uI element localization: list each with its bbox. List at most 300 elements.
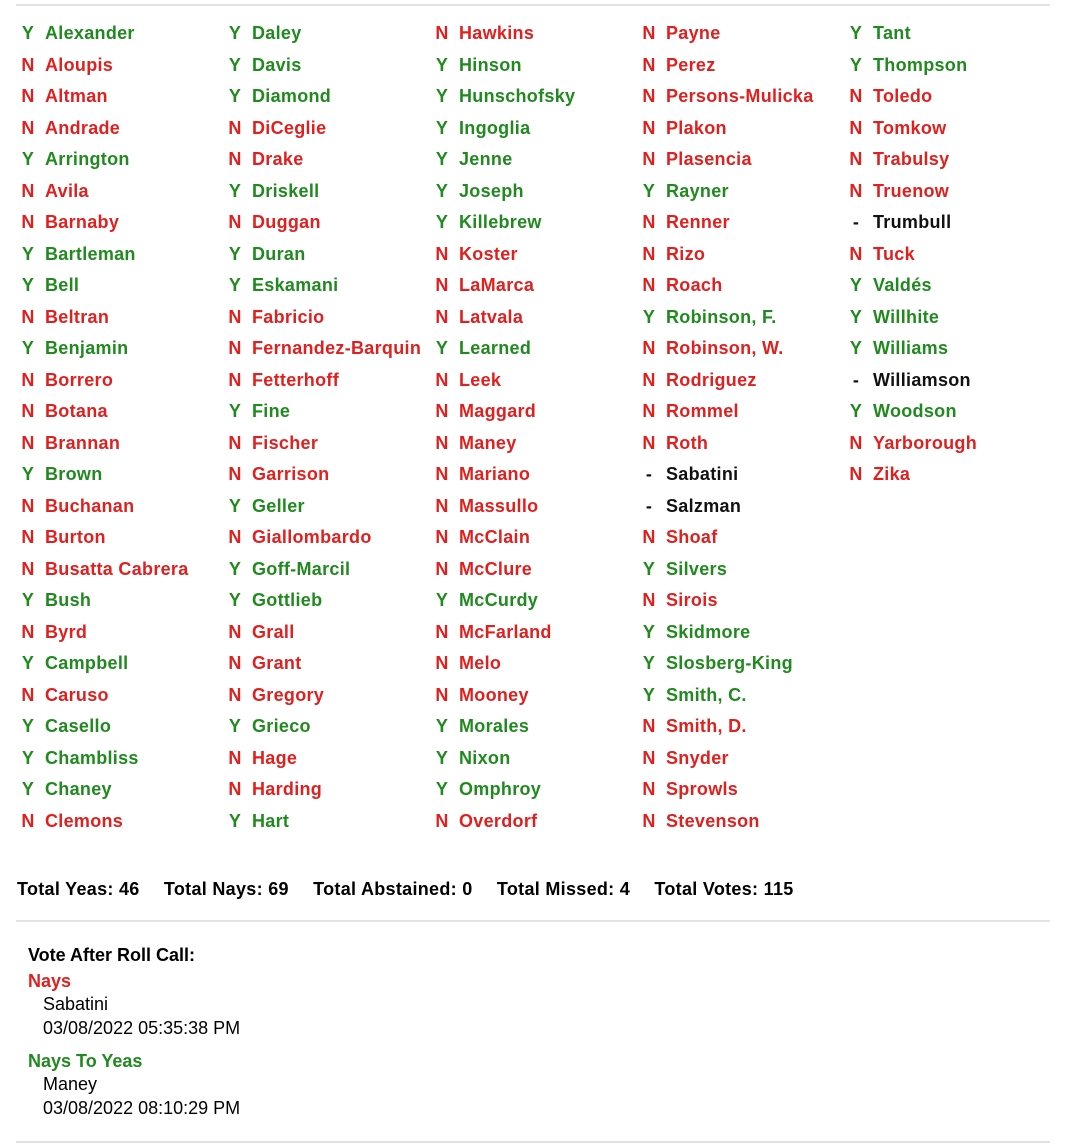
member-name: Duggan bbox=[252, 212, 321, 232]
member-name: Campbell bbox=[45, 653, 129, 673]
member-vote-row bbox=[632, 715, 842, 738]
vote-marker: N bbox=[21, 86, 35, 106]
member-vote-row bbox=[218, 274, 428, 297]
member-name: Tuck bbox=[873, 243, 915, 264]
total-nays: Total Nays: 69 bbox=[163, 879, 289, 899]
member-vote-row bbox=[425, 400, 635, 423]
vote-marker: N bbox=[228, 527, 242, 547]
vote-marker: N bbox=[21, 180, 35, 201]
vote-marker: N bbox=[21, 495, 35, 516]
member-vote-row bbox=[218, 306, 428, 329]
member-name: Plakon bbox=[666, 117, 727, 138]
member-name: Joseph bbox=[459, 180, 524, 201]
member-vote-row bbox=[632, 85, 842, 108]
member-vote-row bbox=[425, 684, 635, 707]
vote-marker: N bbox=[435, 495, 449, 516]
member-vote-row bbox=[218, 180, 428, 203]
member-vote-row bbox=[11, 85, 221, 108]
member-name: Altman bbox=[45, 86, 108, 106]
member-name: Ingoglia bbox=[459, 117, 531, 138]
vote-marker: N bbox=[21, 117, 35, 138]
member-vote-row bbox=[425, 652, 635, 675]
member-name: Melo bbox=[459, 653, 502, 673]
vote-marker: N bbox=[435, 558, 449, 579]
member-name: Grieco bbox=[252, 716, 311, 736]
member-vote-row bbox=[839, 432, 1049, 455]
vote-marker: N bbox=[642, 779, 656, 799]
vote-marker: Y bbox=[435, 149, 449, 169]
member-name: Valdés bbox=[873, 275, 932, 295]
member-vote-row bbox=[425, 306, 635, 329]
member-name: Busatta Cabrera bbox=[45, 558, 189, 579]
member-name: Buchanan bbox=[45, 495, 135, 516]
member-vote-row bbox=[11, 148, 221, 171]
member-vote-row bbox=[632, 526, 842, 549]
vote-marker: N bbox=[642, 23, 656, 43]
vote-marker: Y bbox=[435, 54, 449, 75]
member-vote-row bbox=[11, 432, 221, 455]
vote-marker: Y bbox=[228, 810, 242, 831]
member-name: Brown bbox=[45, 464, 103, 484]
vote-marker: Y bbox=[642, 558, 656, 579]
member-vote-row bbox=[11, 621, 221, 644]
member-vote-row bbox=[11, 243, 221, 266]
vote-timestamp: 03/08/2022 08:10:29 PM bbox=[43, 1098, 241, 1118]
vote-marker: N bbox=[642, 527, 656, 547]
member-name: Byrd bbox=[45, 621, 88, 642]
vote-marker: N bbox=[435, 621, 449, 642]
vote-marker: N bbox=[642, 275, 656, 295]
vote-marker: N bbox=[21, 810, 35, 831]
member-vote-row bbox=[425, 274, 635, 297]
vote-marker: N bbox=[642, 369, 656, 390]
member-vote-row bbox=[632, 369, 842, 392]
member-name: Trabulsy bbox=[873, 149, 950, 169]
member-vote-row bbox=[11, 778, 221, 801]
vote-marker: Y bbox=[849, 401, 863, 421]
vote-marker: N bbox=[228, 117, 242, 138]
member-vote-row bbox=[425, 810, 635, 833]
vote-marker: N bbox=[642, 117, 656, 138]
vote-marker: Y bbox=[849, 23, 863, 43]
vote-marker: N bbox=[21, 432, 35, 453]
member-vote-row bbox=[632, 652, 842, 675]
member-name: Tant bbox=[873, 23, 911, 43]
vote-marker: Y bbox=[21, 23, 35, 43]
vote-after-roll-call-heading: Vote After Roll Call: bbox=[28, 945, 196, 965]
member-name: Willhite bbox=[873, 306, 940, 327]
vote-timestamp: 03/08/2022 05:35:38 PM bbox=[43, 1018, 241, 1038]
vote-marker: N bbox=[642, 590, 656, 610]
member-vote-row bbox=[11, 652, 221, 675]
vote-marker: N bbox=[21, 369, 35, 390]
member-name: Geller bbox=[252, 495, 305, 516]
member-vote-row bbox=[11, 180, 221, 203]
member-name: Smith, D. bbox=[666, 716, 747, 736]
member-name: Williams bbox=[873, 338, 949, 358]
after-roll-call-group-nays-to-yeas bbox=[28, 1050, 240, 1120]
vote-marker: N bbox=[228, 432, 242, 453]
member-vote-row bbox=[425, 148, 635, 171]
member-vote-row bbox=[11, 274, 221, 297]
vote-marker: N bbox=[642, 243, 656, 264]
vote-marker: N bbox=[849, 117, 863, 138]
member-name: Stevenson bbox=[666, 810, 760, 831]
vote-marker: N bbox=[21, 684, 35, 705]
vote-marker: Y bbox=[21, 653, 35, 673]
member-name: Garrison bbox=[252, 464, 330, 484]
member-name: Hinson bbox=[459, 54, 522, 75]
member-vote-row bbox=[839, 337, 1049, 360]
member-vote-row bbox=[632, 747, 842, 770]
member-name: Fine bbox=[252, 401, 291, 421]
vote-marker: Y bbox=[435, 338, 449, 358]
member-vote-row bbox=[839, 463, 1049, 486]
member-name: Eskamani bbox=[252, 275, 339, 295]
member-name: McFarland bbox=[459, 621, 552, 642]
member-vote-row bbox=[218, 684, 428, 707]
member-vote-row bbox=[218, 652, 428, 675]
member-vote-row bbox=[839, 369, 1049, 392]
vote-marker: Y bbox=[21, 149, 35, 169]
member-name: Chaney bbox=[45, 779, 112, 799]
member-name: Harding bbox=[252, 779, 323, 799]
member-vote-row bbox=[839, 148, 1049, 171]
vote-marker: N bbox=[435, 432, 449, 453]
vote-marker: N bbox=[642, 401, 656, 421]
vote-marker: - bbox=[645, 495, 653, 516]
member-vote-row bbox=[425, 369, 635, 392]
total-votes: Total Votes: 115 bbox=[654, 879, 794, 899]
member-name: Rizo bbox=[666, 243, 706, 264]
member-vote-row bbox=[425, 526, 635, 549]
member-vote-row bbox=[632, 810, 842, 833]
member-name: Nixon bbox=[459, 747, 511, 768]
totals-divider bbox=[16, 920, 1050, 922]
member-name: Diamond bbox=[252, 86, 332, 106]
vote-marker: Y bbox=[849, 54, 863, 75]
member-vote-row bbox=[218, 715, 428, 738]
member-name: Driskell bbox=[252, 180, 320, 201]
vote-marker: - bbox=[852, 212, 860, 232]
member-vote-row bbox=[218, 495, 428, 518]
vote-marker: N bbox=[228, 747, 242, 768]
member-name: Arrington bbox=[45, 149, 130, 169]
member-vote-row bbox=[218, 810, 428, 833]
vote-marker: N bbox=[849, 86, 863, 106]
member-name: Hart bbox=[252, 810, 290, 831]
member-name: Andrade bbox=[45, 117, 121, 138]
vote-marker: Y bbox=[849, 306, 863, 327]
vote-marker: Y bbox=[21, 243, 35, 264]
vote-marker: N bbox=[228, 464, 242, 484]
vote-marker: N bbox=[642, 747, 656, 768]
vote-marker: N bbox=[21, 558, 35, 579]
roll-call-column-2 bbox=[218, 22, 428, 841]
vote-marker: N bbox=[642, 86, 656, 106]
vote-marker: Y bbox=[642, 684, 656, 705]
member-name: Fernandez-Barquin bbox=[252, 338, 422, 358]
member-vote-row bbox=[839, 54, 1049, 77]
member-vote-row bbox=[218, 621, 428, 644]
member-vote-row bbox=[632, 432, 842, 455]
member-name: Woodson bbox=[873, 401, 957, 421]
member-name: Snyder bbox=[666, 747, 729, 768]
member-vote-row bbox=[425, 211, 635, 234]
vote-marker: N bbox=[21, 527, 35, 547]
member-vote-row bbox=[11, 684, 221, 707]
member-name: Benjamin bbox=[45, 338, 129, 358]
member-vote-row bbox=[632, 274, 842, 297]
vote-marker: N bbox=[435, 243, 449, 264]
vote-marker: N bbox=[642, 212, 656, 232]
member-vote-row bbox=[632, 400, 842, 423]
member-name: Maney bbox=[459, 432, 517, 453]
member-name: Jenne bbox=[459, 149, 513, 169]
member-vote-row bbox=[425, 621, 635, 644]
category-label: Nays bbox=[28, 971, 72, 991]
vote-marker: Y bbox=[21, 275, 35, 295]
member-name: Chambliss bbox=[45, 747, 139, 768]
member-vote-row bbox=[839, 211, 1049, 234]
vote-marker: N bbox=[435, 401, 449, 421]
member-name: Skidmore bbox=[666, 621, 751, 642]
top-divider bbox=[16, 4, 1050, 6]
vote-marker: N bbox=[228, 621, 242, 642]
vote-marker: N bbox=[849, 464, 863, 484]
member-name: Yarborough bbox=[873, 432, 978, 453]
member-name: DiCeglie bbox=[252, 117, 327, 138]
member-vote-row bbox=[218, 432, 428, 455]
vote-marker: Y bbox=[435, 86, 449, 106]
member-vote-row bbox=[632, 22, 842, 45]
vote-marker: Y bbox=[435, 180, 449, 201]
member-name: Bush bbox=[45, 590, 92, 610]
member-vote-row bbox=[425, 463, 635, 486]
member-vote-row bbox=[11, 810, 221, 833]
member-vote-row bbox=[425, 558, 635, 581]
vote-marker: N bbox=[228, 779, 242, 799]
member-vote-row bbox=[218, 54, 428, 77]
member-name: Rodriguez bbox=[666, 369, 757, 390]
member-name: Killebrew bbox=[459, 212, 542, 232]
vote-marker: N bbox=[642, 432, 656, 453]
member-name: Aloupis bbox=[45, 54, 114, 75]
member-name: Grall bbox=[252, 621, 295, 642]
member-vote-row bbox=[11, 463, 221, 486]
member-name: Koster bbox=[459, 243, 518, 264]
vote-marker: N bbox=[228, 338, 242, 358]
member-name: Clemons bbox=[45, 810, 124, 831]
vote-marker: Y bbox=[228, 243, 242, 264]
member-vote-row bbox=[11, 211, 221, 234]
vote-marker: Y bbox=[435, 716, 449, 736]
vote-marker: N bbox=[21, 54, 35, 75]
member-vote-row bbox=[632, 778, 842, 801]
total-abstained: Total Abstained: 0 bbox=[313, 879, 473, 899]
vote-marker: N bbox=[435, 23, 449, 43]
vote-marker: Y bbox=[435, 747, 449, 768]
member-name: Rayner bbox=[666, 180, 729, 201]
vote-marker: N bbox=[228, 212, 242, 232]
member-name: Sabatini bbox=[43, 994, 109, 1014]
member-name: Smith, C. bbox=[666, 684, 747, 705]
member-vote-row bbox=[632, 621, 842, 644]
member-name: Brannan bbox=[45, 432, 121, 453]
vote-marker: Y bbox=[228, 590, 242, 610]
member-name: Hawkins bbox=[459, 23, 535, 43]
member-vote-row bbox=[632, 684, 842, 707]
vote-marker: N bbox=[849, 149, 863, 169]
member-vote-row bbox=[218, 337, 428, 360]
member-name: Robinson, W. bbox=[666, 338, 784, 358]
member-name: Bartleman bbox=[45, 243, 136, 264]
member-vote-row bbox=[632, 558, 842, 581]
member-vote-row bbox=[11, 558, 221, 581]
member-name: Trumbull bbox=[873, 212, 952, 232]
member-vote-row bbox=[632, 117, 842, 140]
member-name: Grant bbox=[252, 653, 302, 673]
member-name: Toledo bbox=[873, 86, 933, 106]
member-name: LaMarca bbox=[459, 275, 535, 295]
member-name: Shoaf bbox=[666, 527, 718, 547]
vote-marker: N bbox=[435, 653, 449, 673]
member-vote-row bbox=[632, 589, 842, 612]
vote-marker: N bbox=[435, 275, 449, 295]
vote-marker: Y bbox=[228, 54, 242, 75]
member-name: Omphroy bbox=[459, 779, 542, 799]
member-name: Hage bbox=[252, 747, 298, 768]
member-vote-row bbox=[425, 715, 635, 738]
member-name: Latvala bbox=[459, 306, 524, 327]
member-vote-row bbox=[632, 495, 842, 518]
member-vote-row bbox=[11, 589, 221, 612]
vote-marker: Y bbox=[642, 180, 656, 201]
member-vote-row bbox=[839, 85, 1049, 108]
member-vote-row bbox=[425, 589, 635, 612]
after-roll-call-group-nays bbox=[28, 970, 240, 1040]
member-vote-row bbox=[218, 558, 428, 581]
member-name: Gottlieb bbox=[252, 590, 323, 610]
member-vote-row bbox=[839, 274, 1049, 297]
member-vote-row bbox=[11, 117, 221, 140]
member-name: Truenow bbox=[873, 180, 950, 201]
member-name: Giallombardo bbox=[252, 527, 372, 547]
vote-marker: N bbox=[228, 653, 242, 673]
member-vote-row bbox=[11, 22, 221, 45]
vote-marker: N bbox=[435, 464, 449, 484]
member-vote-row bbox=[218, 747, 428, 770]
member-vote-row bbox=[218, 243, 428, 266]
member-vote-row bbox=[839, 22, 1049, 45]
member-name: Morales bbox=[459, 716, 530, 736]
member-name: Plasencia bbox=[666, 149, 752, 169]
member-name: McClain bbox=[459, 527, 531, 547]
member-name: Casello bbox=[45, 716, 112, 736]
vote-marker: Y bbox=[435, 117, 449, 138]
member-name: Gregory bbox=[252, 684, 325, 705]
vote-marker: Y bbox=[642, 653, 656, 673]
member-name: Daley bbox=[252, 23, 302, 43]
member-name: Botana bbox=[45, 401, 108, 421]
member-vote-row bbox=[11, 526, 221, 549]
vote-marker: N bbox=[849, 180, 863, 201]
vote-marker: N bbox=[21, 401, 35, 421]
member-vote-row bbox=[425, 54, 635, 77]
member-name: Overdorf bbox=[459, 810, 538, 831]
member-name: Avila bbox=[45, 180, 89, 201]
member-name: Perez bbox=[666, 54, 716, 75]
vote-marker: N bbox=[642, 716, 656, 736]
member-name: McCurdy bbox=[459, 590, 539, 610]
member-vote-row bbox=[425, 180, 635, 203]
member-name: Burton bbox=[45, 527, 106, 547]
vote-marker: N bbox=[228, 369, 242, 390]
member-name: Fischer bbox=[252, 432, 319, 453]
vote-marker: Y bbox=[21, 779, 35, 799]
member-name: Slosberg-King bbox=[666, 653, 793, 673]
member-name: Rommel bbox=[666, 401, 739, 421]
member-vote-row bbox=[218, 22, 428, 45]
member-name: Borrero bbox=[45, 369, 114, 390]
member-vote-row bbox=[11, 306, 221, 329]
member-name: Renner bbox=[666, 212, 730, 232]
vote-marker: Y bbox=[21, 464, 35, 484]
member-name: Duran bbox=[252, 243, 306, 264]
member-name: Sabatini bbox=[666, 464, 739, 484]
vote-marker: Y bbox=[21, 338, 35, 358]
member-name: Maggard bbox=[459, 401, 537, 421]
vote-marker: N bbox=[849, 432, 863, 453]
member-name: Robinson, F. bbox=[666, 306, 777, 327]
member-vote-row bbox=[425, 778, 635, 801]
member-name: Fabricio bbox=[252, 306, 325, 327]
member-name: Caruso bbox=[45, 684, 109, 705]
vote-marker: Y bbox=[435, 212, 449, 232]
vote-marker: Y bbox=[228, 716, 242, 736]
vote-marker: Y bbox=[435, 779, 449, 799]
vote-marker: Y bbox=[228, 275, 242, 295]
member-name: Goff-Marcil bbox=[252, 558, 351, 579]
member-vote-row bbox=[632, 243, 842, 266]
member-name: Mariano bbox=[459, 464, 531, 484]
member-name: Silvers bbox=[666, 558, 728, 579]
member-vote-row bbox=[218, 211, 428, 234]
member-name: Sprowls bbox=[666, 779, 739, 799]
member-vote-row bbox=[425, 337, 635, 360]
member-vote-row bbox=[218, 369, 428, 392]
vote-marker: N bbox=[228, 684, 242, 705]
roll-call-column-3 bbox=[425, 22, 635, 841]
member-vote-row bbox=[425, 85, 635, 108]
vote-marker: - bbox=[852, 369, 860, 390]
member-name: Persons-Mulicka bbox=[666, 86, 814, 106]
member-name: Salzman bbox=[666, 495, 742, 516]
member-name: McClure bbox=[459, 558, 533, 579]
vote-marker: Y bbox=[228, 558, 242, 579]
member-vote-row bbox=[218, 400, 428, 423]
member-name: Roth bbox=[666, 432, 709, 453]
member-vote-row bbox=[218, 463, 428, 486]
member-vote-row bbox=[632, 54, 842, 77]
member-name: Alexander bbox=[45, 23, 135, 43]
vote-marker: N bbox=[435, 369, 449, 390]
member-vote-row bbox=[632, 211, 842, 234]
roll-call-column-1 bbox=[11, 22, 221, 841]
total-missed: Total Missed: 4 bbox=[496, 879, 631, 899]
member-name: Barnaby bbox=[45, 212, 120, 232]
member-name: Leek bbox=[459, 369, 502, 390]
